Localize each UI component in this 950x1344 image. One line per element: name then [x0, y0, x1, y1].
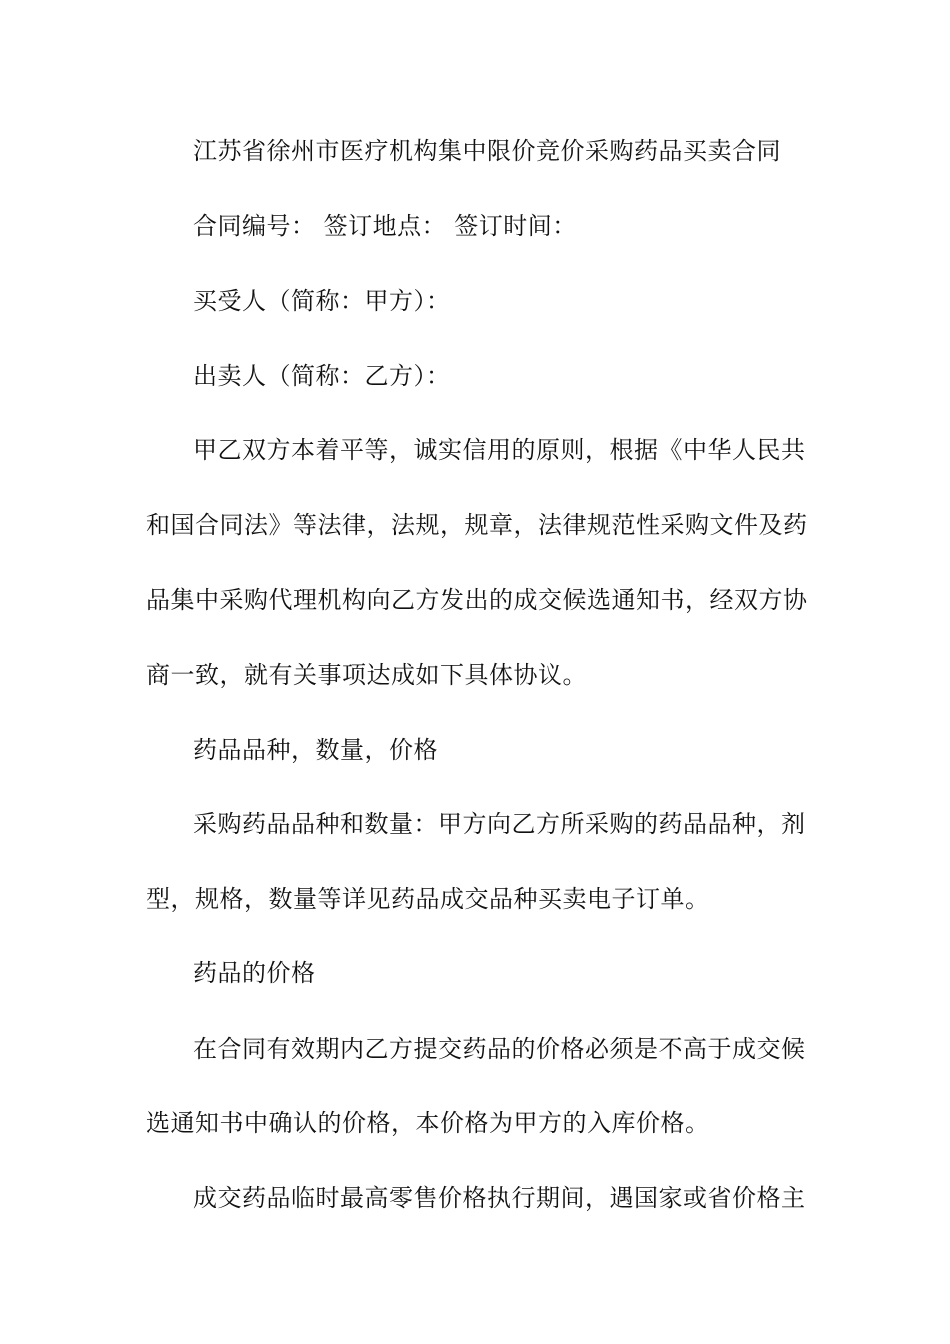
section-body-line: 成交药品临时最高零售价格执行期间，遇国家或省价格主	[193, 1184, 806, 1212]
preamble-line: 商一致，就有关事项达成如下具体协议。	[146, 661, 587, 689]
section-body-line: 选通知书中确认的价格，本价格为甲方的入库价格。	[146, 1109, 710, 1137]
document-title: 江苏省徐州市医疗机构集中限价竞价采购药品买卖合同	[193, 137, 781, 165]
preamble-line: 和国合同法》等法律，法规，规章，法律规范性采购文件及药	[146, 511, 808, 539]
contract-meta-line: 合同编号： 签订地点： 签订时间：	[193, 212, 577, 240]
section-heading: 药品品种，数量，价格	[193, 736, 438, 764]
section-body-line: 在合同有效期内乙方提交药品的价格必须是不高于成交候	[193, 1035, 806, 1063]
preamble-line: 甲乙双方本着平等，诚实信用的原则，根据《中华人民共	[193, 436, 806, 464]
section-heading: 药品的价格	[193, 959, 316, 987]
section-body-line: 采购药品品种和数量：甲方向乙方所采购的药品品种，剂	[193, 810, 806, 838]
seller-line: 出卖人（简称：乙方）：	[193, 362, 451, 390]
buyer-line: 买受人（简称：甲方）：	[193, 287, 451, 315]
preamble-line: 品集中采购代理机构向乙方发出的成交候选通知书，经双方协	[146, 586, 808, 614]
section-body-line: 型，规格，数量等详见药品成交品种买卖电子订单。	[146, 885, 710, 913]
